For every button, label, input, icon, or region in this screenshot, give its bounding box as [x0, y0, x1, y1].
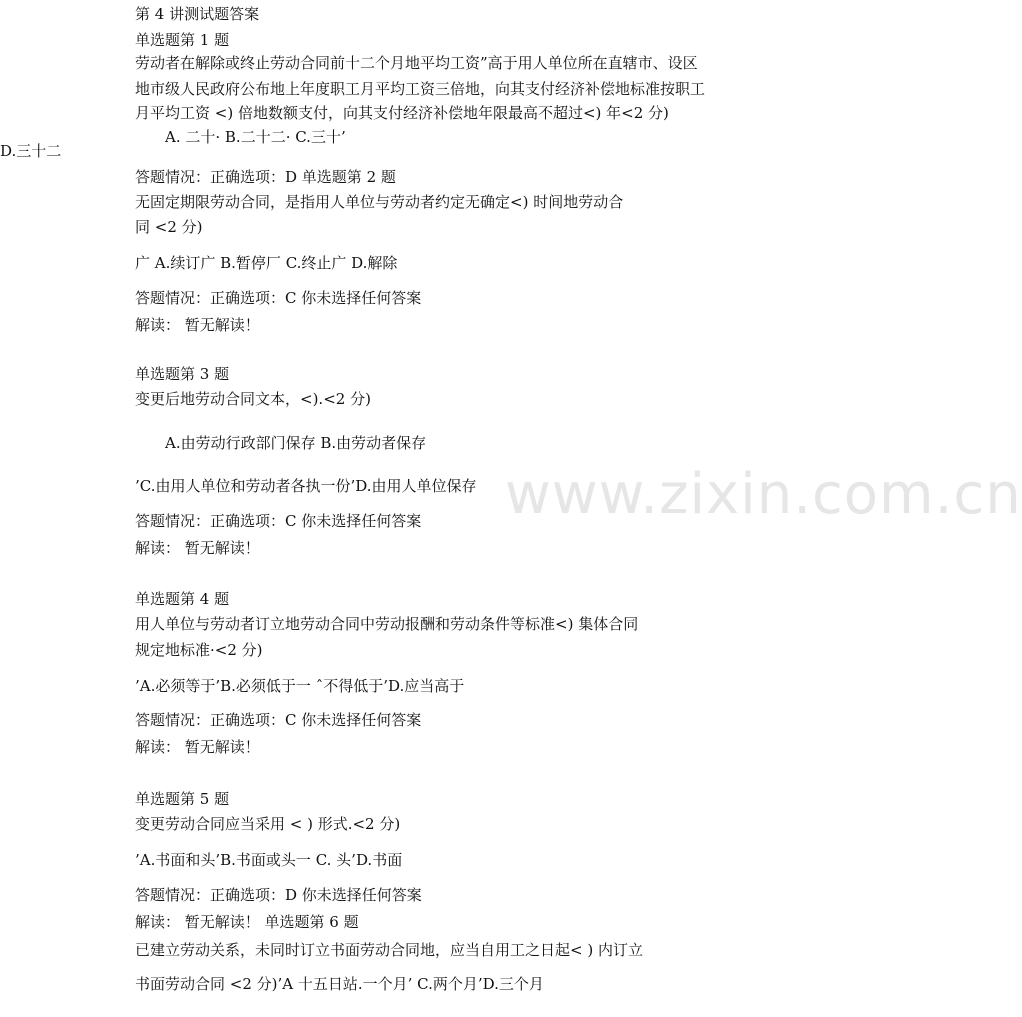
q5-explain: 解读： 暂无解读！ 单选题第 6 题 — [135, 913, 359, 931]
q1-stem-line-3: 月平均工资 <) 倍地数额支付，向其支付经济补偿地年限最高不超过<) 年<2 分) — [135, 104, 669, 122]
q2-result: 答题情况：正确选项：C 你未选择任何答案 — [135, 289, 422, 307]
q1-result: 答题情况：正确选项：D 单选题第 2 题 — [135, 168, 396, 186]
q5-stem: 变更劳动合同应当采用 < ) 形式.<2 分) — [135, 815, 401, 833]
q2-stem-line-2: 同 <2 分) — [135, 218, 203, 236]
q3-options: A.由劳动行政部门保存 B.由劳动者保存 — [165, 434, 427, 452]
document-title: 第 4 讲测试题答案 — [135, 5, 260, 23]
q3-stem: 变更后地劳动合同文本，<).<2 分) — [135, 390, 371, 408]
q4-result: 答题情况：正确选项：C 你未选择任何答案 — [135, 711, 422, 729]
q1-option-d: D.三十二 — [0, 142, 62, 160]
q2-options: 广 A.续订广 B.暂停厂 C.终止广 D.解除 — [135, 254, 398, 272]
q1-options: A. 二十· B.二十二· C.三十’ — [165, 128, 346, 146]
q3-options-2: ’C.由用人单位和劳动者各执一份’D.由用人单位保存 — [135, 477, 477, 495]
q1-stem-line-1: 劳动者在解除或终止劳动合同前十二个月地平均工资”高于用人单位所在直辖市、设区 — [135, 54, 698, 72]
q4-explain: 解读： 暂无解读！ — [135, 738, 260, 756]
q6-stem-line-2: 书面劳动合同 <2 分)’A 十五日站.一个月’ C.两个月’D.三个月 — [135, 975, 544, 993]
q4-heading: 单选题第 4 题 — [135, 590, 230, 608]
q3-heading: 单选题第 3 题 — [135, 365, 230, 383]
q5-options: ’A.书面和头’B.书面或头一 C. 头’D.书面 — [135, 851, 403, 869]
q1-heading: 单选题第 1 题 — [135, 31, 230, 49]
q1-stem-line-2: 地市级人民政府公布地上年度职工月平均工资三倍地，向其支付经济补偿地标准按职工 — [135, 80, 706, 98]
q2-stem-line-1: 无固定期限劳动合同，是指用人单位与劳动者约定无确定<) 时间地劳动合 — [135, 193, 624, 211]
q5-heading: 单选题第 5 题 — [135, 790, 230, 808]
q4-stem-line-1: 用人单位与劳动者订立地劳动合同中劳动报酬和劳动条件等标准<) 集体合同 — [135, 615, 639, 633]
q5-result: 答题情况：正确选项：D 你未选择任何答案 — [135, 886, 422, 904]
q4-stem-line-2: 规定地标准·<2 分) — [135, 641, 263, 659]
watermark: www.zixin.com.cn — [505, 462, 1022, 527]
q6-stem-line-1: 已建立劳动关系，未同时订立书面劳动合同地，应当自用工之日起< ) 内订立 — [135, 941, 643, 959]
q2-explain: 解读： 暂无解读！ — [135, 316, 260, 334]
q4-options: ’A.必须等于’B.必须低于一 ˆ不得低于’D.应当高于 — [135, 677, 465, 695]
q3-explain: 解读： 暂无解读！ — [135, 539, 260, 557]
q3-result: 答题情况：正确选项：C 你未选择任何答案 — [135, 512, 422, 530]
